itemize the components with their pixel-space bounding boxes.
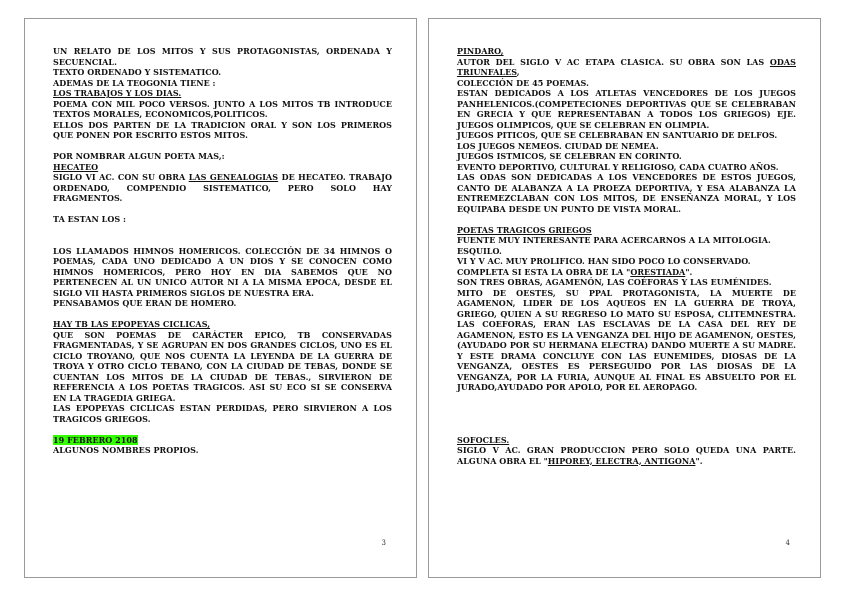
spacer xyxy=(53,225,392,236)
spacer xyxy=(53,141,392,152)
page-number: 4 xyxy=(785,539,790,547)
paragraph: ELLOS DOS PARTEN DE LA TRADICION ORAL Y SON LOS PRIMEROS QUE PONEN POR ESCRITO ESTOS MITOS. xyxy=(53,119,392,140)
page-body-left xyxy=(53,46,392,456)
work-title: ODAS TRIUNFALES xyxy=(457,56,796,77)
paragraph: LOS JUEGOS NEMEOS. CIUDAD DE NEMEA. xyxy=(457,140,659,151)
spacer xyxy=(457,424,796,435)
paragraph: ESTAN DEDICADOS A LOS ATLETAS VENCEDORES DE LOS JUEGOS PANHELENICOS.(COMPETECIONES DEPORTIVAS QUE SE CELEBRABAN EN GRECIA Y QUE REPRESENTABAN A TODOS LOS GRIEGOS) EJE. JUEGOS OLIMPICOS, QUE SE CELEBRAN EN OLIMPIA. xyxy=(457,88,796,130)
highlighted-date: 19 FEBRERO 2108 xyxy=(53,434,138,445)
work-title: LAS GENEALOGIAS xyxy=(188,172,279,182)
section-heading: HECATEO xyxy=(53,161,99,172)
paragraph: JUEGOS PITICOS, QUE SE CELEBRABAN EN SANTUARIO DE DELFOS. xyxy=(457,130,778,140)
paragraph xyxy=(457,445,796,466)
paragraph: POEMA CON MIL POCO VERSOS. JUNTO A LOS MITOS TB INTRODUCE TEXTOS MORALES, ECONOMICOS,POLITICOS. xyxy=(53,98,392,119)
text-run: AUTOR DEL SIGLO V AC ETAPA CLASICA. SU OBRA SON LAS xyxy=(457,56,765,67)
document-page-right xyxy=(428,18,821,578)
spacer xyxy=(53,235,392,246)
paragraph: PENSABAMOS QUE ERAN DE HOMERO. xyxy=(53,298,237,308)
section-heading: POETAS TRAGICOS GRIEGOS xyxy=(457,224,592,235)
page-number: 3 xyxy=(381,539,386,547)
spacer xyxy=(53,309,392,320)
paragraph: SON TRES OBRAS, AGAMENÓN, LAS COÉFORAS Y LAS EUMÉNIDES. xyxy=(457,277,772,287)
paragraph: POR NOMBRAR ALGUN POETA MAS,: xyxy=(53,151,225,161)
paragraph: LAS EPOPEYAS CICLICAS ESTAN PERDIDAS, PERO SIRVIERON A LOS TRAGICOS GRIEGOS. xyxy=(53,403,392,424)
spacer xyxy=(457,414,796,425)
text-run: ". xyxy=(695,455,703,466)
section-heading: SOFOCLES. xyxy=(457,434,510,445)
text-run: , xyxy=(516,67,520,77)
paragraph: MITO DE OESTES, SU PPAL PROTAGONISTA, LA MUERTE DE AGAMENON, LIDER DE LOS AQUEOS EN LA GUERRA DE TROYA, GRIEGO, QUIEN A SU REGRESO LO MATO SU ESPOSA, CLITEMNESTRA. LAS COEFORAS, ERAN LAS ESCLAVAS DE LA CASA DEL REY DE AGAMENON, ESTO ES LA VENGANZA DEL HIJO DE AGAMENON, OESTES, (AYUDADO POR SU HERMANA ELECTRA) DANDO MUERTE A SU MADRE. Y ESTE DRAMA CONCLUYE CON LAS EUNEMIDES, DIOSAS DE LA VENGANZA, OESTES ES PERSEGUIDO POR LAS DIOSAS DE LA VENGANZA, POR LA FURIA, AUNQUE AL FINAL ES ABSUELTO POR EL JURADO,AYUDADO POR APOLO, POR EL AEROPAGO. xyxy=(457,287,796,392)
paragraph: TA ESTAN LOS : xyxy=(53,214,127,224)
section-heading: LOS TRABAJOS Y LOS DIAS. xyxy=(53,88,182,98)
paragraph xyxy=(53,172,392,204)
text-run: ". xyxy=(685,266,693,277)
document-page-left xyxy=(24,18,417,578)
text-run: SIGLO V AC. GRAN PRODUCCION PERO SOLO QUEDA UNA PARTE. ALGUNA OBRA EL " xyxy=(457,445,796,466)
spacer xyxy=(457,403,796,414)
work-title: HIPOREY, ELECTRA, ANTIGONA xyxy=(547,455,696,466)
paragraph: QUE SON POEMAS DE CARÁCTER EPICO, TB CONSERVADAS FRAGMENTADAS, Y SE AGRUPAN EN DOS GRANDES CICLOS, UNO ES EL CICLO TROYANO, QUE NOS CUENTA LA LEYENDA DE LA GUERRA DE TROYA Y OTRO CICLO TEBANO, CON LA CIUDAD DE TEBAS, DONDE SE CUENTAN LOS MITOS DE LA CIUDAD DE TEBAS., SIRVIERON DE REFERENCIA A LOS POETAS TRAGICOS. ASI SU ECO SI SE CONSERVA EN LA TRAGEDIA GRIEGA. xyxy=(53,329,392,403)
paragraph: ADEMAS DE LA TEOGONIA TIENE : xyxy=(53,77,216,88)
spacer xyxy=(53,424,392,435)
spacer xyxy=(457,214,796,225)
paragraph: TEXTO ORDENADO Y SISTEMATICO. xyxy=(53,67,222,77)
section-heading: PINDARO, xyxy=(457,46,504,56)
paragraph: ESQUILO. xyxy=(457,245,502,256)
paragraph xyxy=(457,267,796,278)
paragraph: COLECCIÓN DE 45 POEMAS. xyxy=(457,77,589,88)
date-line xyxy=(53,435,392,446)
paragraph: LAS ODAS SON DEDICADAS A LOS VENCEDORES DE ESTOS JUEGOS, CANTO DE ALABANZA A LA PROEZA DEPORTIVA, Y ESA ALABANZA LA ENTREMEZCLABAN CON LOS MITOS, DE ENSEÑANZA MORAL, Y LOS EQUIPABA DESDE UN PUNTO DE VISTA MORAL. xyxy=(457,172,796,214)
paragraph: ALGUNOS NOMBRES PROPIOS. xyxy=(53,445,199,455)
paragraph: UN RELATO DE LOS MITOS Y SUS PROTAGONISTAS, ORDENADA Y SECUENCIAL. xyxy=(53,46,392,67)
paragraph: FUENTE MUY INTERESANTE PARA ACERCARNOS A LA MITOLOGIA. xyxy=(457,235,771,245)
work-title: ORESTIADA xyxy=(630,266,686,277)
text-run: DE HECATEO. TRABAJO ORDENADO, COMPENDIO SISTEMATICO, PERO SOLO HAY FRAGMENTOS. xyxy=(53,172,392,203)
section-heading: HAY TB LAS EPOPEYAS CICLICAS, xyxy=(53,319,211,329)
spacer xyxy=(53,204,392,215)
paragraph: JUEGOS ISTMICOS, SE CELEBRAN EN CORINTO. xyxy=(457,151,682,161)
text-run: COMPLETA SI ESTA LA OBRA DE LA " xyxy=(457,266,631,277)
paragraph xyxy=(457,57,796,78)
page-body-right xyxy=(457,46,796,466)
paragraph: EVENTO DEPORTIVO, CULTURAL Y RELIGIOSO, CADA CUATRO AÑOS. xyxy=(457,161,779,172)
text-run: SIGLO VI AC. CON SU OBRA xyxy=(53,172,186,182)
paragraph: VI Y V AC. MUY PROLIFICO. HAN SIDO POCO LO CONSERVADO. xyxy=(457,256,751,266)
spacer xyxy=(457,393,796,404)
paragraph: LOS LLAMADOS HIMNOS HOMERICOS. COLECCIÓN DE 34 HIMNOS O POEMAS, CADA UNO DEDICADO A UN DIOS Y SE CONOCEN COMO HIMNOS HOMERICOS, PERO HOY EN DIA SABEMOS QUE NO PERTENECEN AL UN UNICO AUTOR NI A LA MISMA EPOCA, DESDE EL SIGLO VII HASTA PRIMEROS SIGLOS DE NUESTRA ERA. xyxy=(53,245,392,298)
